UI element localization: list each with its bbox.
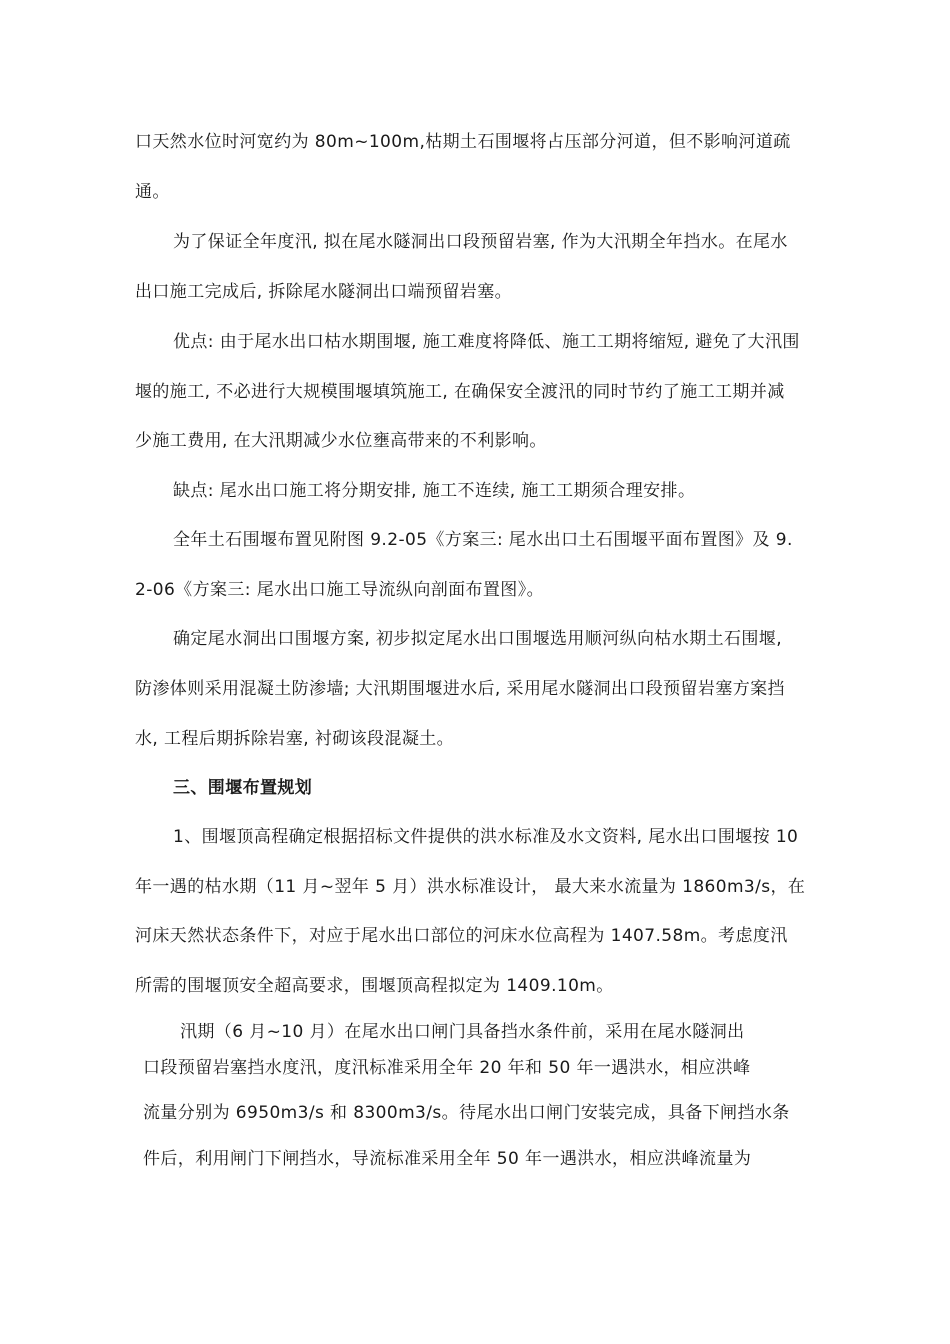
paragraph-line: 出口施工完成后, 拆除尾水隧洞出口端预留岩塞。 bbox=[135, 282, 513, 302]
paragraph-line: 堰的施工, 不必进行大规模围堰填筑施工, 在确保安全渡汛的同时节约了施工工期并减 bbox=[135, 382, 785, 402]
paragraph-line: 确定尾水洞出口围堰方案, 初步拟定尾水出口围堰选用顺河纵向枯水期土石围堰, bbox=[173, 629, 783, 649]
paragraph-line: 防渗体则采用混凝土防渗墙; 大汛期围堰进水后, 采用尾水隧洞出口段预留岩塞方案挡 bbox=[135, 679, 785, 699]
paragraph-line: 口天然水位时河宽约为 80m~100m,枯期土石围堰将占压部分河道，但不影响河道疏 bbox=[135, 132, 791, 152]
paragraph-line: 河床天然状态条件下，对应于尾水出口部位的河床水位高程为 1407.58m。考虑度汛 bbox=[135, 926, 788, 946]
paragraph-line: 缺点: 尾水出口施工将分期安排, 施工不连续, 施工工期须合理安排。 bbox=[173, 481, 696, 501]
paragraph-line: 年一遇的枯水期（11 月~翌年 5 月）洪水标准设计， 最大来水流量为 1860m3/s，在 bbox=[135, 877, 806, 897]
paragraph-line: 为了保证全年度汛, 拟在尾水隧洞出口段预留岩塞, 作为大汛期全年挡水。在尾水 bbox=[173, 232, 788, 252]
section-heading: 三、围堰布置规划 bbox=[173, 778, 313, 798]
paragraph-line: 通。 bbox=[135, 182, 170, 202]
paragraph-line: 流量分别为 6950m3/s 和 8300m3/s。待尾水出口闸门安装完成，具备下闸挡水条 bbox=[143, 1103, 790, 1123]
paragraph-line: 所需的围堰顶安全超高要求，围堰顶高程拟定为 1409.10m。 bbox=[135, 976, 614, 996]
paragraph-line: 口段预留岩塞挡水度汛，度汛标准采用全年 20 年和 50 年一遇洪水，相应洪峰 bbox=[143, 1058, 751, 1078]
paragraph-line: 汛期（6 月~10 月）在尾水出口闸门具备挡水条件前，采用在尾水隧洞出 bbox=[180, 1022, 745, 1042]
paragraph-line: 少施工费用, 在大汛期减少水位壅高带来的不利影响。 bbox=[135, 431, 547, 451]
paragraph-line: 2-06《方案三: 尾水出口施工导流纵向剖面布置图》。 bbox=[135, 580, 545, 600]
paragraph-line: 1、围堰顶高程确定根据招标文件提供的洪水标准及水文资料, 尾水出口围堰按 10 bbox=[173, 827, 799, 847]
paragraph-line: 优点: 由于尾水出口枯水期围堰, 施工难度将降低、施工工期将缩短, 避免了大汛围 bbox=[173, 332, 800, 352]
paragraph-line: 全年土石围堰布置见附图 9.2-05《方案三: 尾水出口土石围堰平面布置图》及 9. bbox=[173, 530, 793, 550]
paragraph-line: 件后，利用闸门下闸挡水，导流标准采用全年 50 年一遇洪水，相应洪峰流量为 bbox=[143, 1149, 752, 1169]
paragraph-line: 水, 工程后期拆除岩塞, 衬砌该段混凝土。 bbox=[135, 729, 455, 749]
